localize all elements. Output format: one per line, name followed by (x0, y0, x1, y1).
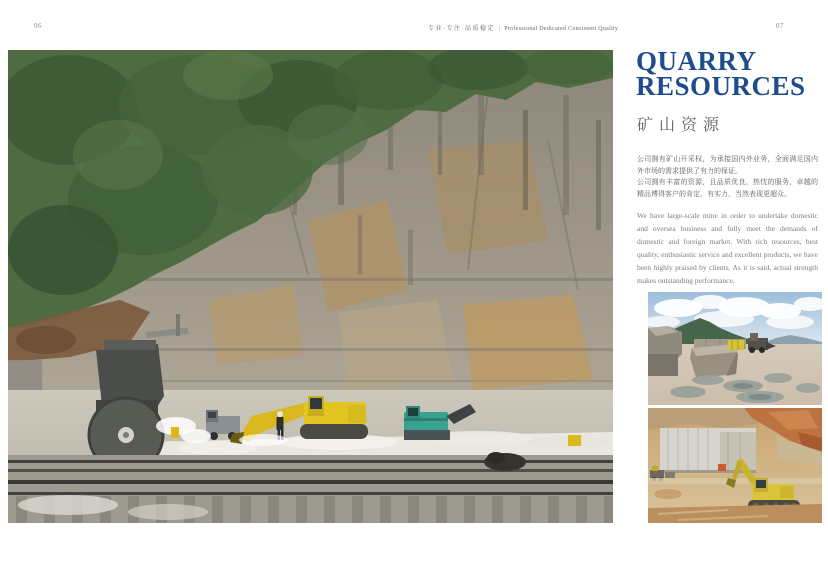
page-number-left: 06 (34, 22, 42, 30)
main-quarry-photo-illustration (8, 50, 613, 523)
body-paragraph-zh-2: 公司拥有丰富的资源，且品质优良，热忱的服务，卓越的精品博得客户的肯定，有实力，当然表现更超众。 (637, 179, 818, 198)
header-tagline-en: Professional Dedicated Consistent Quality (504, 26, 619, 32)
header-tagline-zh: 专业·专注·品质稳定 (428, 26, 495, 32)
section-title-en (636, 46, 806, 101)
yellow-machine (728, 340, 744, 350)
main-quarry-photo (8, 50, 613, 523)
body-paragraph-zh-1: 公司拥有矿山开采权，为承接国内外业务，全面满足国内外市场的需求提供了有力的保证。 (637, 156, 818, 175)
body-paragraph-en: We have large-scale mine in order to undertake domestic and oversea business and fully meet the demands of domestic and foreign market. With rich resources, best quality, enthusiastic service and excellent products, we have been highly praised by clients. As it is said, actual strength makes outstanding performance. (637, 211, 818, 285)
section-title-line1: QUARRY (636, 46, 757, 76)
page-number-right: 07 (776, 22, 784, 30)
header-tagline-divider: | (499, 26, 501, 32)
stockyard-photo-illustration (648, 292, 822, 405)
pit-excavator-photo-illustration (648, 408, 822, 523)
body-paragraph-zh (637, 154, 818, 200)
pit-excavator-photo (648, 408, 822, 523)
header-tagline (428, 23, 618, 32)
railway-tracks (8, 452, 613, 523)
section-title-line2: RESOURCES (636, 71, 806, 101)
yellow-crate (568, 435, 581, 446)
yellow-marker (171, 427, 179, 438)
section-title-zh: 矿山资源 (637, 117, 726, 134)
stockyard-photo (648, 292, 822, 405)
